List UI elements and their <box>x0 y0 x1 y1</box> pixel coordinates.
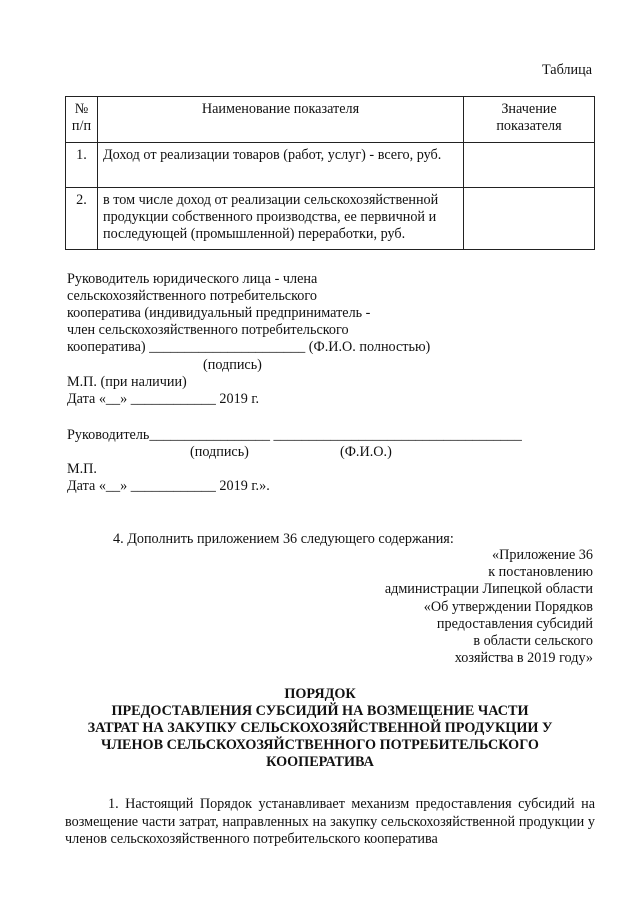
table-header-row <box>66 97 595 143</box>
sign-hint: (подпись) <box>190 444 249 460</box>
row-name: в том числе доход от реализации сельскохозяйственной продукции собственного производства, ее первичной и последующей (промышленной) переработки, руб. <box>98 188 464 250</box>
document-title <box>0 686 640 771</box>
row-num: 2. <box>66 188 98 250</box>
approval-line: «Приложение 36 <box>492 547 593 563</box>
date-line: Дата «__» ____________ 2019 г.». <box>67 478 270 494</box>
approval-line: «Об утверждении Порядков <box>423 598 593 615</box>
approval-line: хозяйства в 2019 году» <box>454 650 593 667</box>
item-4: 4. Дополнить приложением 36 следующего содержания: <box>113 531 454 547</box>
row-name: Доход от реализации товаров (работ, услуг) - всего, руб. <box>98 143 464 188</box>
table-row <box>66 143 595 188</box>
title-line: КООПЕРАТИВА <box>266 754 374 770</box>
signature-line: кооператива) ______________________ (Ф.И.О. полностью) <box>67 339 431 355</box>
header-value: Значение показателя <box>464 97 595 143</box>
approval-line: к постановлению <box>488 564 593 581</box>
head-signature-line: Руководитель_________________ ___________________________________ <box>67 427 522 443</box>
title-line: ЧЛЕНОВ СЕЛЬСКОХОЗЯЙСТВЕННОГО ПОТРЕБИТЕЛЬСКОГО <box>101 737 539 753</box>
signature-line: сельскохозяйственного потребительского <box>67 288 317 304</box>
header-num: № п/п <box>66 97 98 143</box>
approval-line: в области сельского <box>473 633 593 650</box>
table-row <box>66 188 595 250</box>
signature-line: Руководитель юридического лица - члена <box>67 271 318 287</box>
header-name: Наименование показателя <box>98 97 464 143</box>
approval-line: предоставления субсидий <box>436 615 593 632</box>
stamp-label: М.П. (при наличии) <box>67 374 187 390</box>
approval-line: администрации Липецкой области <box>384 581 593 598</box>
table-caption: Таблица <box>541 62 592 78</box>
stamp-label: М.П. <box>67 461 97 477</box>
title-line: ЗАТРАТ НА ЗАКУПКУ СЕЛЬСКОХОЗЯЙСТВЕННОЙ ПРОДУКЦИИ У <box>87 720 553 736</box>
title-line: ПОРЯДОК <box>284 686 356 702</box>
row-value <box>464 188 595 250</box>
approval-block <box>385 547 593 667</box>
signature-line: кооператива (индивидуальный предприниматель - <box>67 305 371 321</box>
indicators-table <box>65 96 595 250</box>
fio-hint: (Ф.И.О.) <box>340 444 392 460</box>
title-line: ПРЕДОСТАВЛЕНИЯ СУБСИДИЙ НА ВОЗМЕЩЕНИЕ ЧАСТИ <box>111 703 529 719</box>
date-line: Дата «__» ____________ 2019 г. <box>67 391 260 407</box>
paragraph-1: 1. Настоящий Порядок устанавливает механизм предоставления субсидий на возмещение части затрат, направленных на закупку сельскохозяйственной продукции у членов сельскохозяйственного потребительского кооператива <box>65 796 595 847</box>
signature-line: член сельскохозяйственного потребительского <box>67 322 349 338</box>
row-num: 1. <box>66 143 98 188</box>
row-value <box>464 143 595 188</box>
sign-hint: (подпись) <box>203 357 262 373</box>
